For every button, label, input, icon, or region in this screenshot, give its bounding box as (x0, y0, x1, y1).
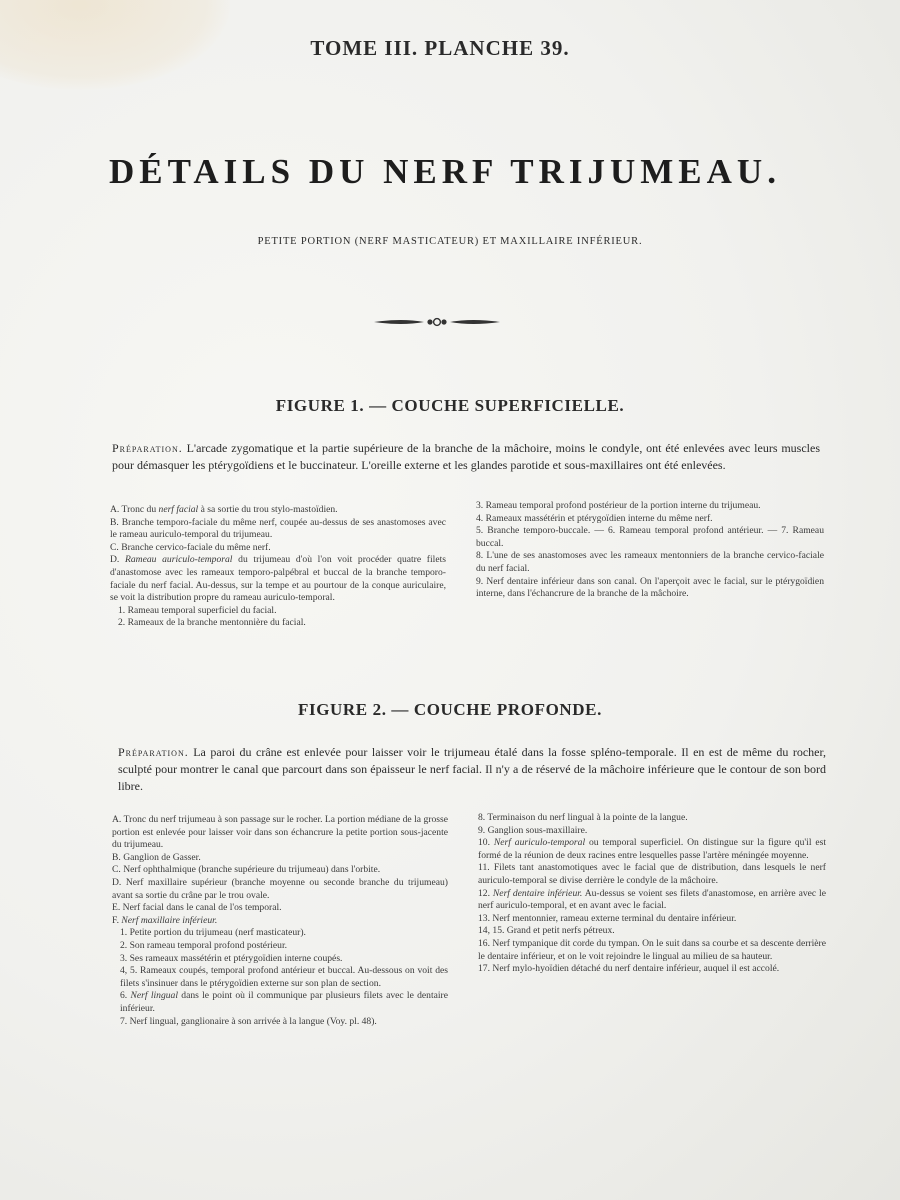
tome-header: TOME III. PLANCHE 39. (310, 36, 570, 60)
legend-item: 3. Rameau temporal profond postérieur de la portion interne du trijumeau. (476, 500, 761, 511)
legend-item: 9. Nerf dentaire inférieur dans son canal. On l'aperçoit avec le facial, sur le ptérygoïdien interne, dans l'échancrure de la branche de la mâchoire. (476, 575, 824, 600)
legend-item: C. Branche cervico-faciale du même nerf. (110, 541, 271, 553)
legend-item: A. Tronc du nerf trijumeau à son passage sur le rocher. La portion médiane de la grosse portion est enlevée pour laisser voir dans son échancrure la petite portion sous-jacente du trijumeau. (112, 814, 448, 851)
legend-item: 2. Son rameau temporal profond postérieur. (120, 939, 288, 951)
figure2-preparation (118, 744, 826, 795)
legend-item: 13. Nerf mentonnier, rameau externe terminal du dentaire inférieur. (478, 912, 737, 924)
page-title: DÉTAILS DU NERF TRIJUMEAU. (109, 152, 781, 191)
legend-item: 4, 5. Rameaux coupés, temporal profond antérieur et buccal. Au-dessous on voit des filets s'insinuer dans le ptérygoïdien externe sur son plan de section. (120, 965, 448, 989)
legend-item: F. Nerf maxillaire inférieur. (112, 914, 218, 926)
legend-item: 17. Nerf mylo-hyoïdien détaché du nerf dentaire inférieur, auquel il est accolé. (478, 963, 780, 975)
figure1-preparation (112, 440, 820, 474)
ornament-divider (372, 315, 502, 329)
figure1-legend-right (476, 500, 824, 601)
legend-item: 1. Petite portion du trijumeau (nerf masticateur). (120, 927, 306, 939)
legend-item: 6. Nerf lingual dans le point où il communique par plusieurs filets avec le dentaire inférieur. (120, 990, 449, 1014)
legend-item: 7. Nerf lingual, ganglionaire à son arrivée à la langue (Voy. pl. 48). (120, 1015, 377, 1027)
figure1-prep-label: Préparation. (112, 441, 183, 455)
legend-item: 10. Nerf auriculo-temporal ou temporal superficiel. On distingue sur la figure qu'il est formé de la réunion de deux racines entre lesquelles passe l'artère méningée moyenne. (478, 837, 826, 861)
page-subtitle: PETITE PORTION (NERF MASTICATEUR) ET MAXILLAIRE INFÉRIEUR. (257, 236, 643, 247)
figure2-prep-label: Préparation. (118, 745, 189, 759)
figure2-title: FIGURE 2. — COUCHE PROFONDE. (298, 700, 602, 719)
legend-item: D. Nerf maxillaire supérieur (branche moyenne ou seconde branche du trijumeau) avant sa sortie du crâne par le trou ovale. (112, 876, 448, 901)
legend-item: 14, 15. Grand et petit nerfs pétreux. (478, 925, 615, 937)
legend-item: 2. Rameaux de la branche mentonnière du facial. (118, 617, 306, 629)
legend-item: 8. Terminaison du nerf lingual à la pointe de la langue. (478, 812, 688, 823)
legend-item: D. Rameau auriculo-temporal du trijumeau d'où l'on voit procéder quatre filets d'anastomose avec les rameaux temporo-palpébral et buccal de la branche temporo-faciale du nerf facial. Au-dessus, sur la tempe et au pourtour de la conque auriculaire, se voit la distribution propre du rameau auriculo-temporal. (110, 554, 446, 604)
legend-item: E. Nerf facial dans le canal de l'os temporal. (112, 902, 282, 914)
legend-item: A. Tronc du nerf facial à sa sortie du trou stylo-mastoïdien. (110, 504, 338, 515)
legend-item: 12. Nerf dentaire inférieur. Au-dessus se voient ses filets d'anastomose, en arrière avec le nerf auriculo-temporal, et en avant avec le facial. (478, 887, 826, 912)
figure1-prep-text: L'arcade zygomatique et la partie supérieure de la branche de la mâchoire, moins le condyle, ont été enlevées avec leurs muscles pour démasquer les ptérygoïdiens et le buccinateur. L'oreille externe et les glandes parotide et sous-maxillaires ont été enlevées. (112, 441, 820, 472)
legend-item: 16. Nerf tympanique dit corde du tympan. On le suit dans sa courbe et sa descente derrière le dentaire inférieur, et on le voit rejoindre le lingual au milieu de sa hauteur. (478, 937, 826, 962)
legend-item: B. Branche temporo-faciale du même nerf, coupée au-dessus de ses anastomoses avec le rameau auriculo-temporal du trijumeau. (110, 516, 446, 541)
legend-item: C. Nerf ophthalmique (branche supérieure du trijumeau) dans l'orbite. (112, 864, 381, 876)
figure2-legend-left (112, 814, 448, 1028)
legend-item: 4. Rameaux massétérin et ptérygoïdien interne du même nerf. (476, 512, 713, 524)
figure2-prep-text: La paroi du crâne est enlevée pour laisser voir le trijumeau étalé dans la fosse spléno-temporale. Il en est de même du rocher, sculpté pour montrer le canal que parcourt dans son épaisseur le nerf facial. Il n'y a de réservé de la mâchoire inférieure que le contour de son bord libre. (118, 745, 826, 793)
legend-item: 9. Ganglion sous-maxillaire. (478, 824, 588, 836)
figure1-title: FIGURE 1. — COUCHE SUPERFICIELLE. (275, 396, 625, 415)
legend-item: 11. Filets tant anastomotiques avec le facial que de distribution, dans lesquels le nerf auriculo-temporal se divise derrière le condyle de la mâchoire. (478, 862, 826, 886)
legend-item: 1. Rameau temporal superficiel du facial. (118, 604, 277, 616)
legend-item: B. Ganglion de Gasser. (112, 851, 201, 863)
legend-item: 5. Branche temporo-buccale. — 6. Rameau temporal profond antérieur. — 7. Rameau buccal. (476, 525, 824, 549)
legend-item: 8. L'une de ses anastomoses avec les rameaux mentonniers de la branche cervico-faciale du nerf facial. (476, 550, 824, 574)
figure2-legend-right (478, 812, 826, 976)
legend-item: 3. Ses rameaux massétérin et ptérygoïdien interne coupés. (120, 952, 343, 964)
figure1-legend-left (110, 504, 446, 630)
